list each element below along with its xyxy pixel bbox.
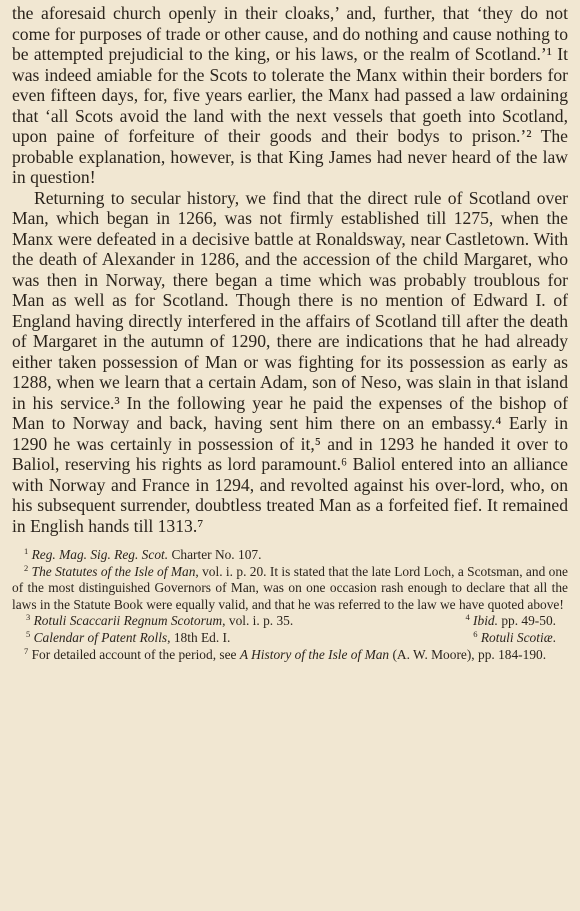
footnote-5 [26,630,230,647]
footnote-4 [465,613,556,630]
footnote-6 [473,630,556,647]
footnote-text: For detailed account of the period, see [31,646,240,662]
footnote-text: pp. 49-50. [497,613,556,629]
footnote-title: Rotuli Scaccarii Regnum Scotorum [33,613,223,629]
footnote-number: 3 [26,612,31,623]
footnote-title: Rotuli Scotiæ [480,629,553,645]
footnote-text: (A. W. Moore), pp. 184-190. [389,646,547,662]
footnote-number: 6 [473,628,478,639]
footnote-number: 2 [24,562,29,573]
footnote-7 [12,647,568,664]
footnote-title: Ibid. [473,613,498,629]
paragraph-2: Returning to secular history, we find that the direct rule of Scotland over Man, which began in 1266, was not firmly established till 1275, when the Manx were defeated in a decisive battle at Ronaldsway, near Castletown. With the death of Alexander in 1286, and the accession of the child Margaret, who was then in Norway, there began a time which was probably troublous for Man as well as for Scotland. Though there is no mention of Edward I. of England having directly interfered in the affairs of Scotland till after the death of Margaret in the autumn of 1290, there are indications that he had already either taken possession of Man or was fighting for its possession as early as 1288, when we learn that a certain Adam, son of Neso, was slain in that island in his service.³ In the following year he paid the expenses of the bishop of Man to Norway and back, having sent him there on an embassy.⁴ Early in 1290 he was certainly in possession of it,⁵ and in 1293 he handed it over to Baliol, reserving his rights as lord paramount.⁶ Baliol entered into an alliance with Norway and France in 1294, and revolted against his over-lord, who, on his subsequent surrender, doubtless treated Man as a forfeited fief. It remained in English hands till 1313.⁷ [12,187,568,536]
footnote-number: 5 [26,628,31,639]
footnote-row-5-6 [12,630,568,647]
footnote-text: , vol. i. p. 20. It is stated that the late Lord Loch, a Scotsman, and one of the most distinguished Governors of Man, was on one occasion rash enough to declare that all the laws in the Statute Book were equally valid, and that he was referred to the law we have quoted above! [12,563,568,612]
footnote-number: 1 [24,546,29,556]
footnote-text: . [552,629,556,645]
body-text [12,3,568,536]
footnote-1 [12,547,568,564]
footnote-text: , 18th Ed. I. [167,629,231,645]
footnote-row-3-4 [12,613,568,630]
footnote-title: The Statutes of the Isle of Man [31,563,196,579]
footnote-text: Charter No. 107. [168,547,262,562]
paragraph-1: the aforesaid church openly in their cloaks,’ and, further, that ‘they do not come for purposes of trade or other cause, and do nothing and cause nothing to be attempted prejudicial to the king, or his laws, or the realm of Scotland.’¹ It was indeed amiable for the Scots to tolerate the Manx within their borders for even fifteen days, for, five years earlier, the Manx had passed a law ordaining that ‘all Scots avoid the land with the next vessels that goeth into Scotland, upon paine of forfeiture of their goods and their bodys to prison.’² The probable explanation, however, is that King James had never heard of the law in question! [12,3,568,187]
footnote-title: Calendar of Patent Rolls [33,629,168,645]
footnote-text: , vol. i. p. 35. [222,613,294,629]
footnote-3 [26,613,293,630]
footnote-number: 4 [465,612,470,623]
document-page [12,3,568,663]
footnote-2 [12,564,568,614]
footnote-title: Reg. Mag. Sig. Reg. Scot. [31,547,169,562]
footnote-number: 7 [24,645,29,656]
footnote-title: A History of the Isle of Man [239,646,390,662]
footnotes [12,547,568,663]
